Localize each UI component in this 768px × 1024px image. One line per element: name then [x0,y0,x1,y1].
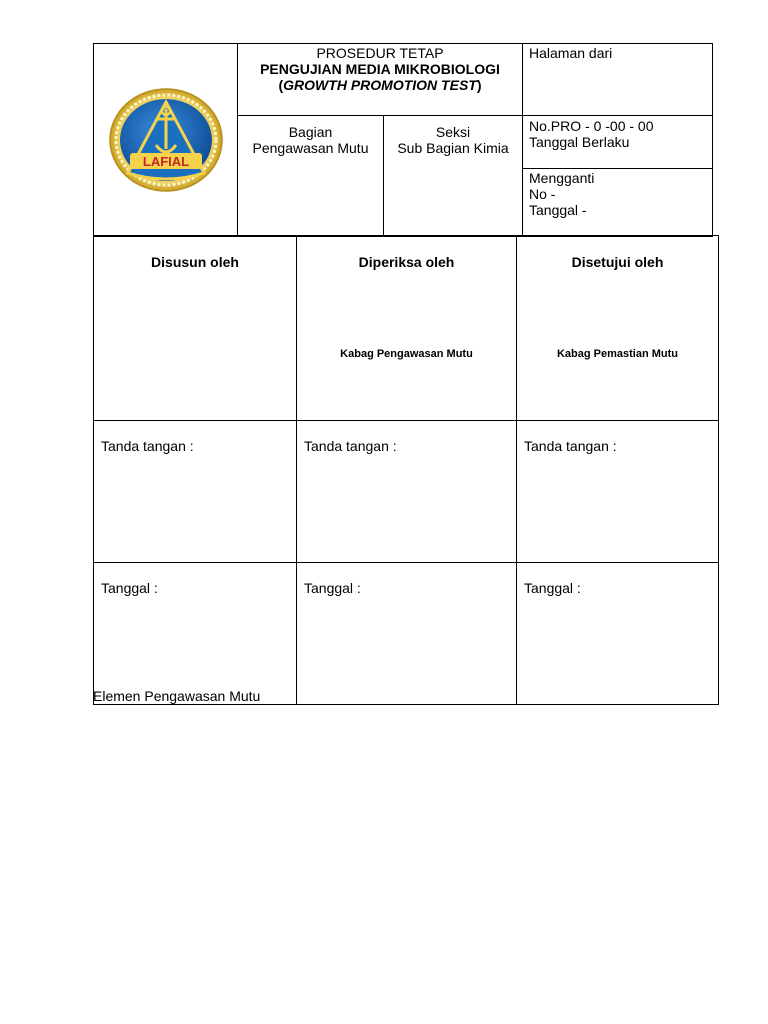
disusun-heading: Disusun oleh [151,254,239,270]
signature-cell-3[interactable] [517,421,719,563]
title-paren-close: ) [476,77,482,93]
column-disusun [94,236,297,421]
halaman-cell [523,44,713,116]
column-disetujui [517,236,719,421]
title-line-1: PROSEDUR TETAP [316,45,444,61]
date-label: Tanggal : [524,580,581,596]
title-paren-open: ( [278,77,284,93]
logo-text: LAFIAL [142,154,189,169]
section-line-2: Sub Bagian Kimia [397,140,509,156]
date-label: Tanggal : [304,580,361,596]
disetujui-heading: Disetujui oleh [571,254,664,270]
mengganti-cell [523,169,713,237]
signature-label: Tanda tangan : [524,438,617,454]
signature-label: Tanda tangan : [304,438,397,454]
mengganti-label: Mengganti [529,170,595,186]
title-italic: GROWTH PROMOTION TEST [283,77,477,93]
section-cell [384,116,523,237]
no-label: No - [529,186,556,202]
date-label: Tanggal : [101,580,158,596]
diperiksa-heading: Diperiksa oleh [358,254,455,270]
section-line-1: Seksi [435,124,471,140]
tanggal-label: Tanggal - [529,202,587,218]
disetujui-role: Kabag Pemastian Mutu [556,348,679,360]
lafial-emblem-icon [108,87,224,193]
header-table [93,43,713,237]
nopro-cell [523,116,713,169]
footer-text: Elemen Pengawasan Mutu [93,688,261,704]
logo-cell [94,44,238,237]
dept-line-2: Pengawasan Mutu [252,140,369,156]
approval-table [93,235,719,705]
date-cell-1[interactable] [94,563,297,705]
tanggal-berlaku-label: Tanggal Berlaku [529,134,630,150]
column-diperiksa [297,236,517,421]
signature-cell-2[interactable] [297,421,517,563]
signature-cell-1[interactable] [94,421,297,563]
title-line-3 [238,77,522,93]
halaman-label: Halaman dari [529,45,613,61]
date-cell-3[interactable] [517,563,719,705]
dept-cell [238,116,384,237]
diperiksa-role: Kabag Pengawasan Mutu [340,348,473,360]
dept-line-1: Bagian [288,124,333,140]
date-cell-2[interactable] [297,563,517,705]
title-line-2: PENGUJIAN MEDIA MIKROBIOLOGI [260,61,500,77]
title-cell [238,44,523,116]
signature-label: Tanda tangan : [101,438,194,454]
no-pro-label: No.PRO - 0 -00 - 00 [529,118,654,134]
